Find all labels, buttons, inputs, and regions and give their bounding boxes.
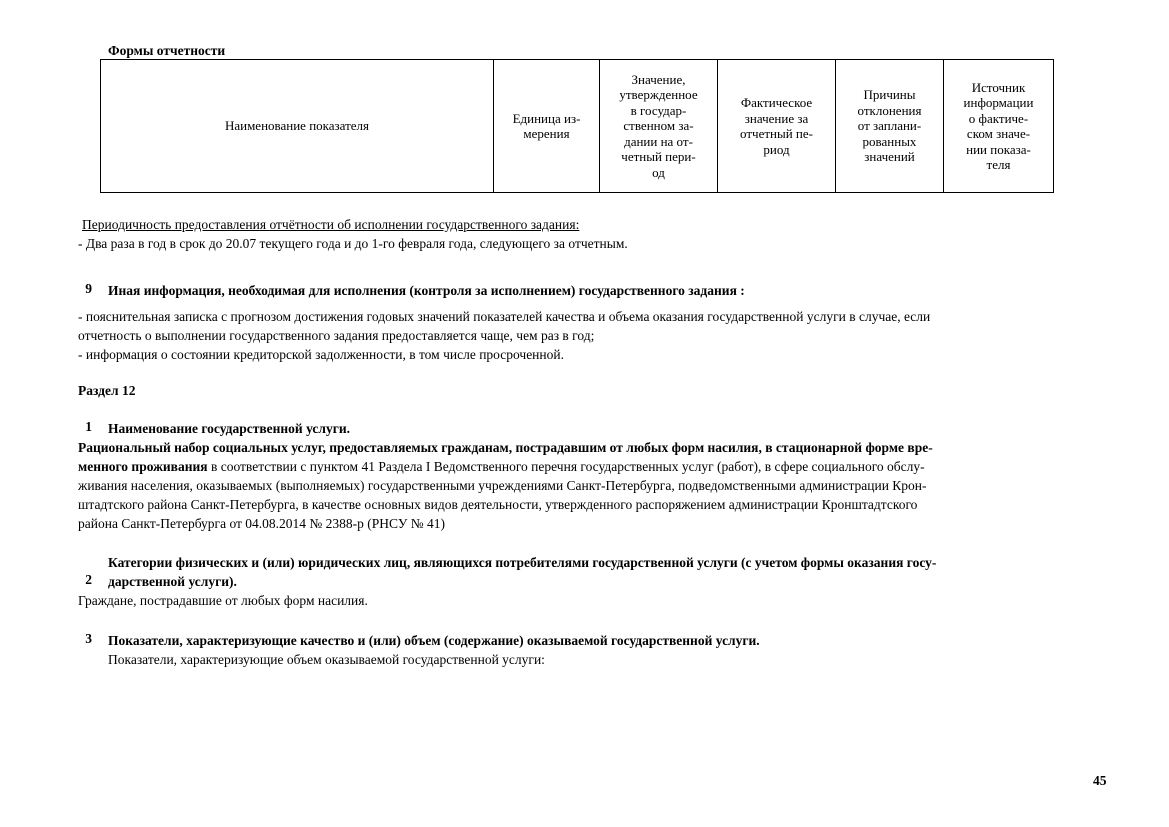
item-2-number: 2 — [85, 572, 92, 587]
section-9-title: Иная информация, необходимая для исполнения (контроля за исполнением) государственного задания : — [108, 283, 745, 298]
report-forms-table — [100, 59, 1054, 193]
item-2-text: Граждане, пострадавшие от любых форм насилия. — [78, 593, 368, 608]
section-9-line-1: - пояснительная записка с прогнозом достижения годовых значений показателей качества и объема оказания государственной услуги в случае, если — [78, 309, 931, 324]
header-indicator-name: Наименование показателя — [101, 60, 494, 193]
section-heading: Раздел 12 — [78, 383, 136, 398]
service-name-line-5: района Санкт-Петербурга от 04.08.2014 № 2388-р (РНСУ № 41) — [78, 516, 446, 531]
header-unit: Единица из- мерения — [494, 60, 600, 193]
periodicity-text: - Два раза в год в срок до 20.07 текущего года и до 1-го февраля года, следующего за отчетным. — [78, 236, 628, 251]
item-3-subtitle: Показатели, характеризующие объем оказываемой государственной услуги: — [108, 652, 545, 667]
service-name-line-3: живания населения, оказываемых (выполняемых) государственными учреждениями Санкт-Петербурга, подведомственными администрации Крон- — [78, 478, 927, 493]
table-header-row — [101, 60, 1054, 193]
header-actual-value: Фактическое значение за отчетный пе- риод — [718, 60, 836, 193]
header-info-source: Источник информации о фактиче- ском значе- нии показа- теля — [944, 60, 1054, 193]
section-9-line-2: отчетность о выполнении государственного задания предоставляется чаще, чем раз в год; — [78, 328, 595, 343]
item-1-number: 1 — [85, 419, 92, 434]
forms-title: Формы отчетности — [108, 43, 226, 58]
service-name-line-4: штадтского района Санкт-Петербурга, в качестве основных видов деятельности, утвержденного распоряжением администрации Кронштадтского — [78, 497, 918, 512]
page-number: 45 — [1093, 773, 1107, 788]
header-approved-value: Значение, утвержденное в государ- ственном за- дании на от- четный пери- од — [600, 60, 718, 193]
item-2-title-line-2: дарственной услуги). — [108, 574, 237, 589]
header-deviation-reasons: Причины отклонения от заплани- рованных значений — [836, 60, 944, 193]
section-9-number: 9 — [85, 281, 92, 296]
section-9-line-3: - информация о состоянии кредиторской задолженности, в том числе просроченной. — [78, 347, 564, 362]
service-name-line-1: Рациональный набор социальных услуг, предоставляемых гражданам, пострадавшим от любых форм насилия, в стационарной форме вре- — [78, 440, 933, 455]
item-3-number: 3 — [85, 631, 92, 646]
service-name-line-2: менного проживания в соответствии с пунктом 41 Раздела I Ведомственного перечня государственных услуг (работ), в сфере социального обслу- — [78, 459, 925, 474]
item-2-title-line-1: Категории физических и (или) юридических лиц, являющихся потребителями государственной услуги (с учетом формы оказания госу- — [108, 555, 937, 570]
periodicity-title: Периодичность предоставления отчётности об исполнении государственного задания: — [82, 217, 580, 232]
item-1-title: Наименование государственной услуги. — [108, 421, 351, 436]
item-3-title: Показатели, характеризующие качество и (или) объем (содержание) оказываемой государственной услуги. — [108, 633, 760, 648]
